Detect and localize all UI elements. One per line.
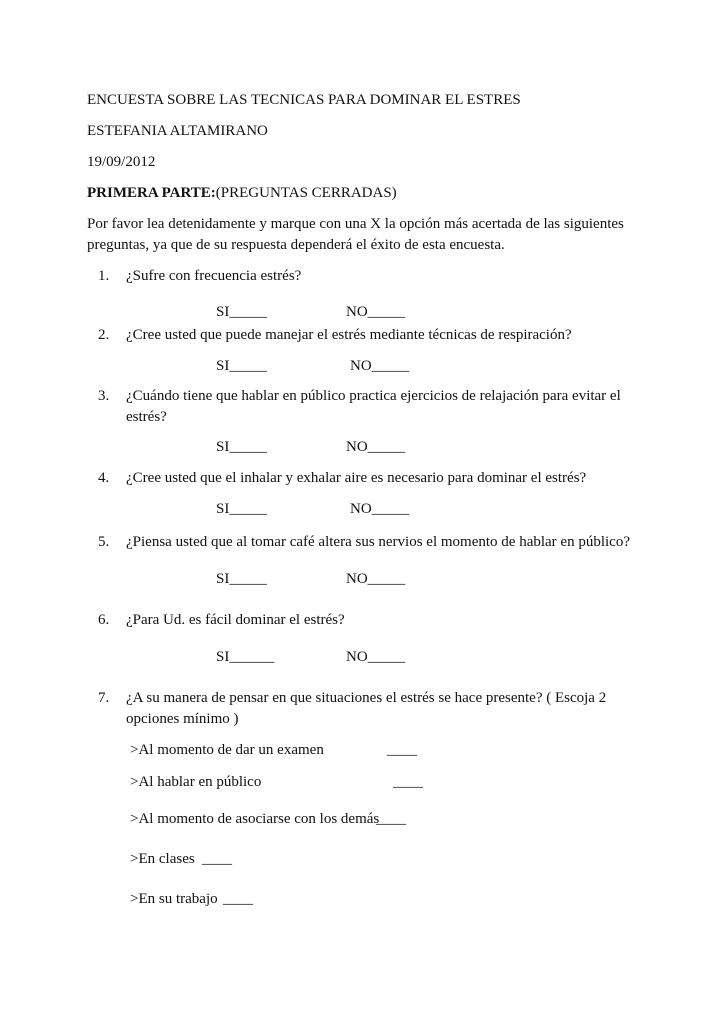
- answer-no[interactable]: NO_____: [346, 649, 406, 665]
- answer-si[interactable]: SI______: [216, 649, 275, 665]
- answer-si[interactable]: SI_____: [216, 358, 267, 374]
- answer-si[interactable]: SI_____: [216, 439, 267, 455]
- question-text: ¿Sufre con frecuencia estrés?: [126, 268, 302, 284]
- survey-date: 19/09/2012: [87, 154, 156, 170]
- question-text: ¿Cuándo tiene que hablar en público practica ejercicios de relajación para evitar el: [126, 388, 621, 404]
- answer-no[interactable]: NO_____: [350, 358, 410, 374]
- question-number: 3.: [98, 388, 110, 404]
- question-text-continued: opciones mínimo ): [126, 711, 239, 727]
- question-text-continued: estrés?: [126, 409, 167, 425]
- question-text: ¿Cree usted que el inhalar y exhalar aire es necesario para dominar el estrés?: [126, 470, 587, 486]
- question-number: 6.: [98, 612, 110, 628]
- question-number: 2.: [98, 327, 110, 343]
- intro-line-1: Por favor lea detenidamente y marque con una X la opción más acertada de las siguientes: [87, 216, 624, 232]
- question-number: 4.: [98, 470, 110, 486]
- section-subtitle: (PREGUNTAS CERRADAS): [215, 185, 397, 201]
- author-name: ESTEFANIA ALTAMIRANO: [87, 123, 268, 139]
- answer-si[interactable]: SI_____: [216, 571, 267, 587]
- answer-no[interactable]: NO_____: [346, 439, 406, 455]
- option-label: >Al hablar en público: [130, 774, 262, 790]
- answer-no[interactable]: NO_____: [350, 501, 410, 517]
- question-number: 1.: [98, 268, 110, 284]
- question-text: ¿Piensa usted que al tomar café altera sus nervios el momento de hablar en público?: [126, 534, 630, 550]
- option-label: >En su trabajo: [130, 891, 218, 907]
- option-blank[interactable]: ____: [393, 774, 423, 790]
- option-blank[interactable]: ____: [223, 891, 253, 907]
- question-text: ¿Cree usted que puede manejar el estrés mediante técnicas de respiración?: [126, 327, 572, 343]
- section-heading: [87, 183, 397, 203]
- answer-si[interactable]: SI_____: [216, 501, 267, 517]
- answer-no[interactable]: NO_____: [346, 571, 406, 587]
- option-label: >En clases: [130, 851, 195, 867]
- answer-si[interactable]: SI_____: [216, 304, 267, 320]
- question-number: 5.: [98, 534, 110, 550]
- option-blank[interactable]: ____: [376, 811, 406, 827]
- survey-title: ENCUESTA SOBRE LAS TECNICAS PARA DOMINAR EL ESTRES: [87, 92, 521, 108]
- option-blank[interactable]: ____: [202, 851, 232, 867]
- intro-line-2: preguntas, ya que de su respuesta dependerá el éxito de esta encuesta.: [87, 237, 505, 253]
- question-number: 7.: [98, 690, 110, 706]
- section-label: PRIMERA PARTE:: [87, 185, 216, 201]
- option-label: >Al momento de asociarse con los demás: [130, 811, 380, 827]
- question-text: ¿A su manera de pensar en que situaciones el estrés se hace presente? ( Escoja 2: [126, 690, 607, 706]
- question-text: ¿Para Ud. es fácil dominar el estrés?: [126, 612, 345, 628]
- option-label: >Al momento de dar un examen: [130, 742, 324, 758]
- answer-no[interactable]: NO_____: [346, 304, 406, 320]
- option-blank[interactable]: ____: [387, 742, 417, 758]
